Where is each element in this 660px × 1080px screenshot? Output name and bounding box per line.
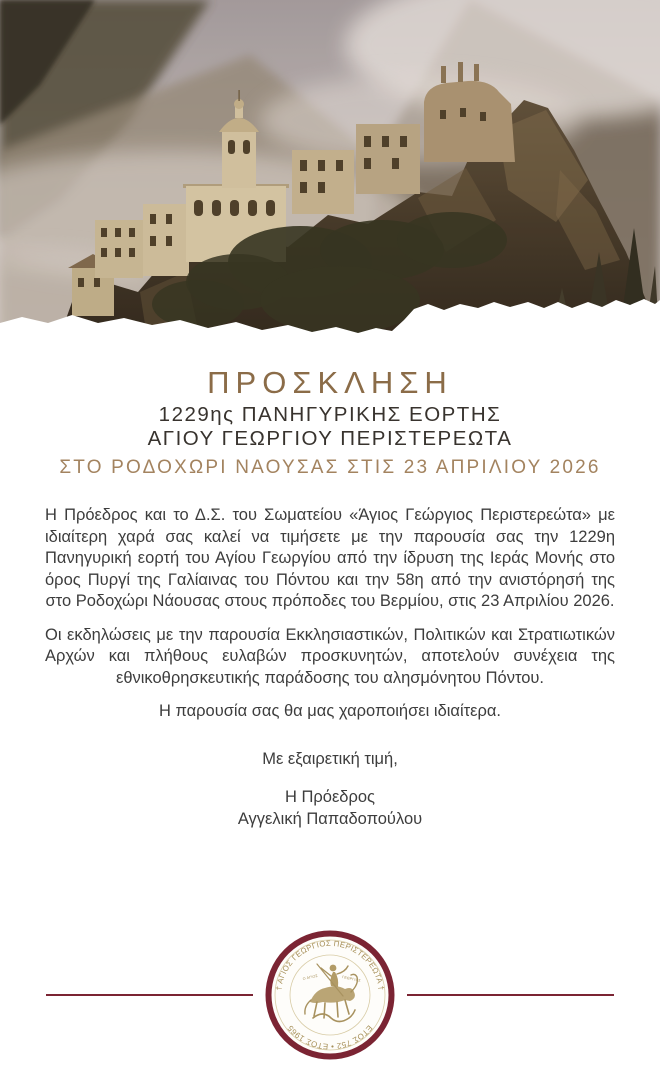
paragraph-presence: Η παρουσία σας θα μας χαροποιήσει ιδιαίτερα. <box>158 702 502 720</box>
page-title: ΠΡΟΣΚΛΗΣΗ <box>207 365 453 400</box>
association-seal <box>265 930 395 1060</box>
event-location-date: ΣΤΟ ΡΟΔΟΧΩΡΙ ΝΑΟΥΣΑΣ ΣΤΙΣ 23 ΑΠΡΙΛΙΟΥ 2026 <box>59 457 601 478</box>
subtitle-line-1: 1229ης ΠΑΝΗΓΥΡΙΚΗΣ ΕΟΡΤΗΣ <box>158 403 502 426</box>
seal-arc-top-text: † ΑΓΙΟΣ ΓΕΩΡΓΙΟΣ ΠΕΡΙΣΤΕΡΕΩΤΑ † <box>274 938 386 991</box>
monastery-photo <box>0 0 660 350</box>
seal-label-right: ΓΕΩΡΓΙΟΣ <box>341 975 362 983</box>
paragraph-invitation: Η Πρόεδρος και το Δ.Σ. του Σωματείου «Άγιος Γεώργιος Περιστερεώτα» με ιδιαίτερη χαρά σας καλεί να τιμήσετε με την παρουσία σας την 1229η Πανηγυρική εορτή του Αγίου Γεωργίου από την ίδρυση της Ιεράς Μονής στο όρος Πυργί της Γαλίαινας του Πόντου και την 58η από την ανιστόρησή της στο Ροδοχώρι Νάουσας στους πρόποδες του Βερμίου, στις 23 Απριλίου 2026. <box>45 506 615 610</box>
sepia-tint <box>0 0 660 350</box>
seal-arc-bottom-text: ΕΤΟΣ 752 • ΕΤΟΣ 1965 <box>285 1023 375 1051</box>
seal-label-left: Ο ΑΓΙΟΣ <box>302 973 319 981</box>
signature-role: Η Πρόεδρος <box>284 788 376 806</box>
closing-salutation: Με εξαιρετική τιμή, <box>262 749 398 768</box>
footer <box>0 930 660 1066</box>
title-block <box>0 363 660 479</box>
subtitle-line-2: ΑΓΙΟΥ ΓΕΩΡΓΙΟΥ ΠΕΡΙΣΤΕΡΕΩΤΑ <box>147 427 513 450</box>
paragraph-events: Οι εκδηλώσεις με την παρουσία Εκκλησιαστικών, Πολιτικών και Στρατιωτικών Αρχών και πλήθους ευλαβών προσκυνητών, αποτελούν συνέχεια της εθνικοθρησκευτικής παράδοσης του αλησμόνητου Πόντου. <box>45 625 615 687</box>
seal-wrap <box>253 930 407 1065</box>
invitation-body <box>0 505 660 830</box>
signature-block <box>45 786 615 830</box>
signature-name: Αγγελική Παπαδοπούλου <box>237 810 423 828</box>
